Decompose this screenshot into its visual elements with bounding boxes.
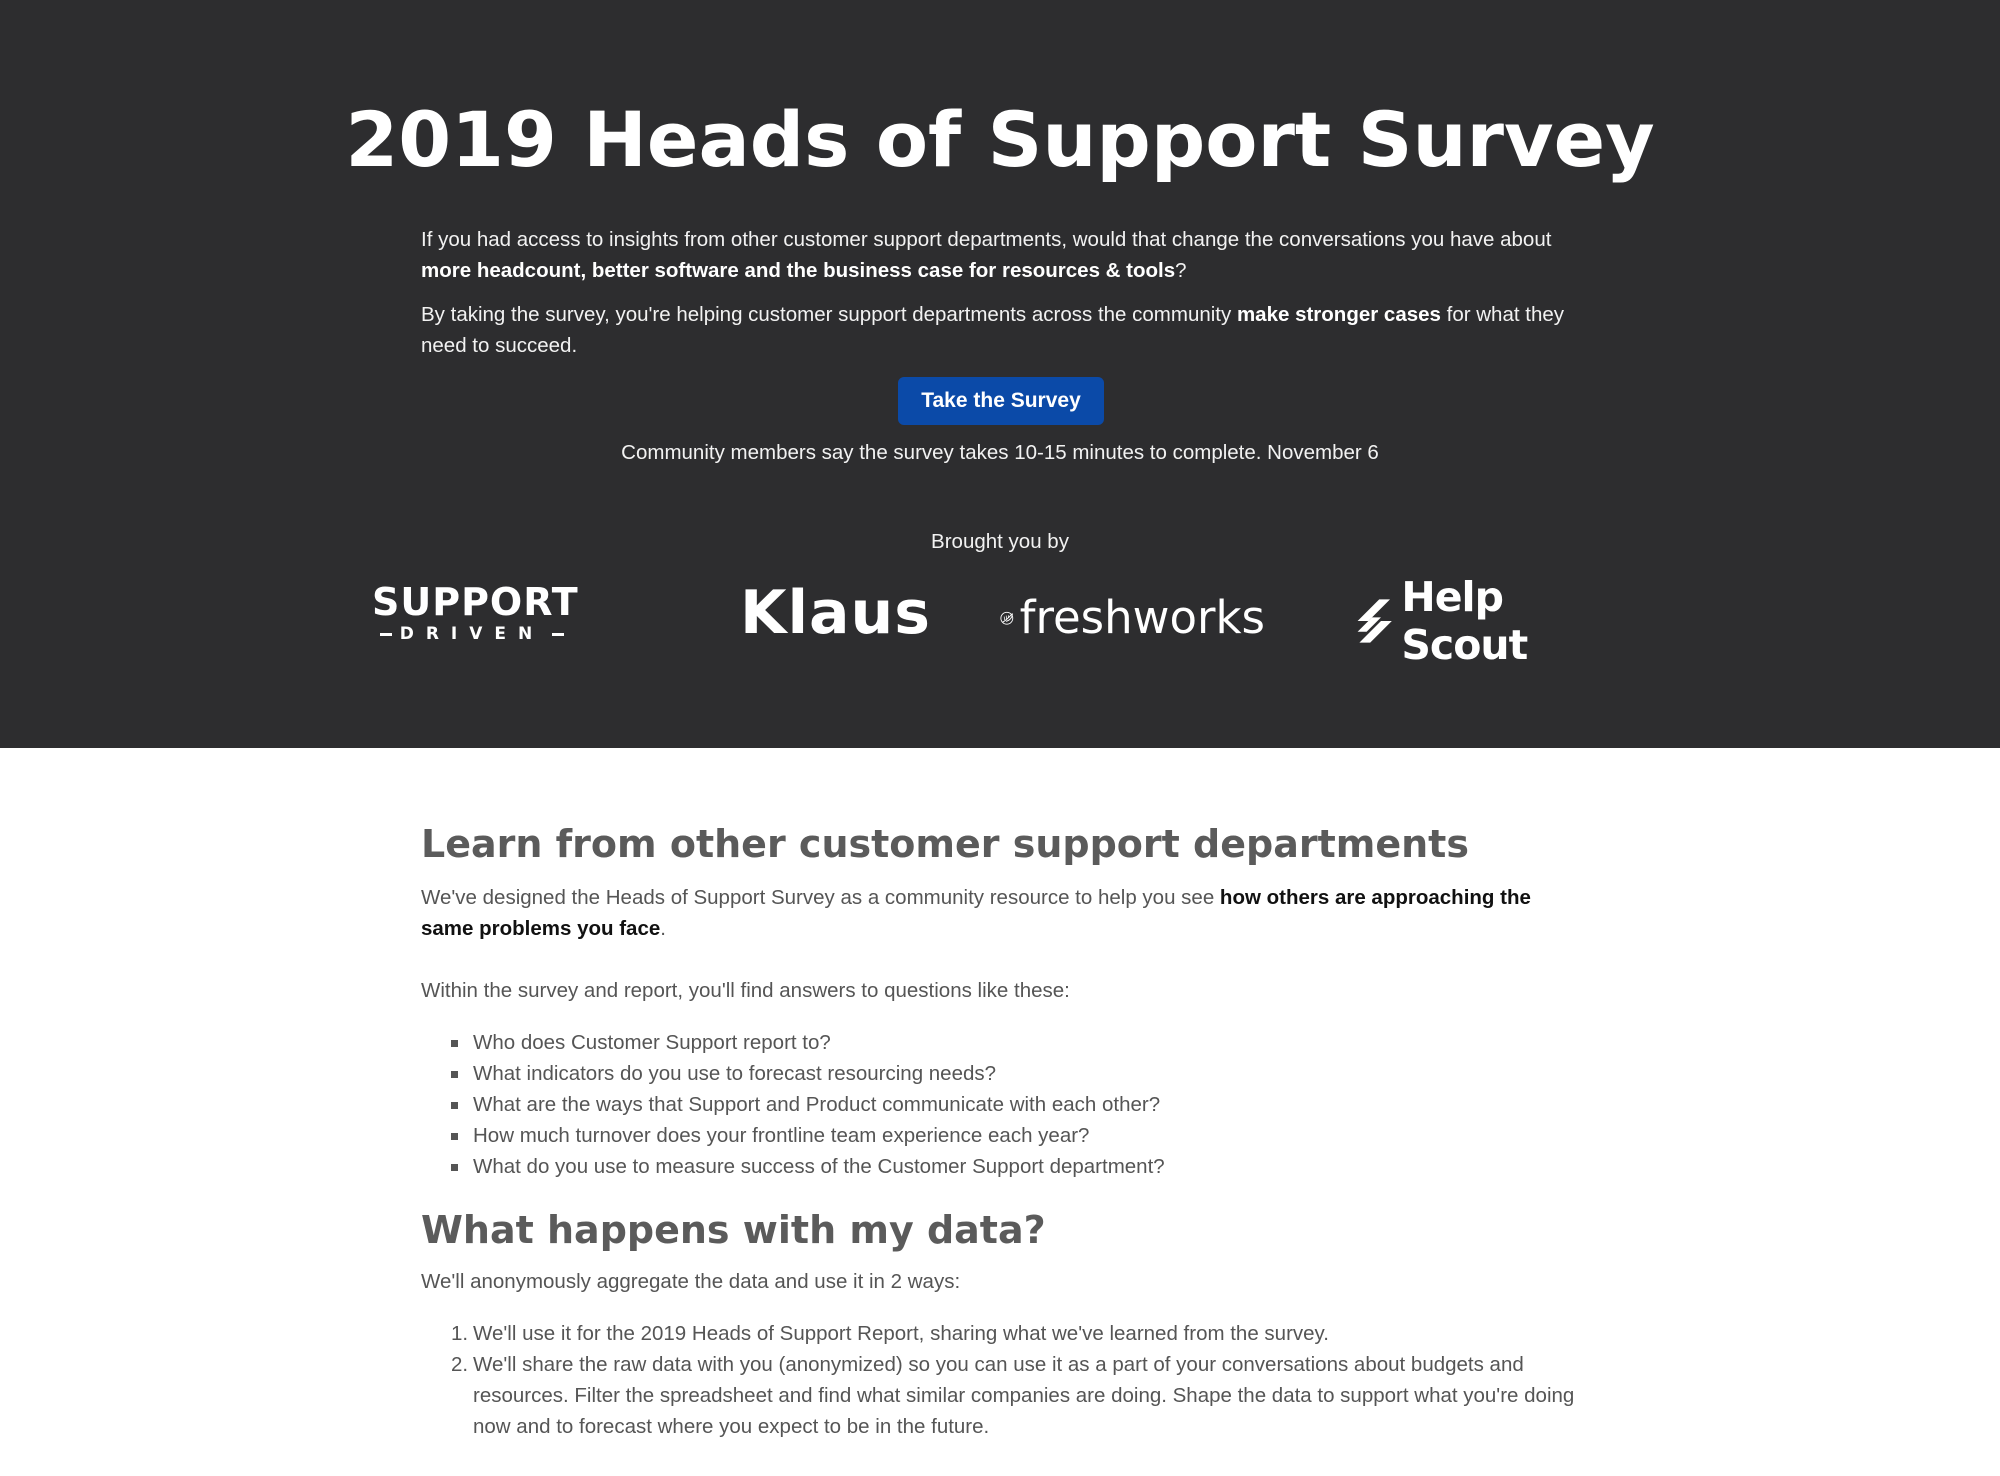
- take-survey-button[interactable]: Take the Survey: [898, 377, 1104, 425]
- freshworks-leaf-icon: [1000, 595, 1014, 641]
- questions-list: [421, 1027, 1586, 1182]
- data-heading: What happens with my data?: [421, 1208, 1046, 1252]
- intro-2-bold: make stronger cases: [1236, 303, 1441, 326]
- list-item: [451, 1318, 1586, 1349]
- list-item: What do you use to measure success of the Customer Support department?: [451, 1151, 1586, 1182]
- data-usage-list: [421, 1318, 1586, 1442]
- intro-paragraph-2: [421, 299, 1581, 361]
- list-item: [451, 1349, 1586, 1442]
- page-title: 2019 Heads of Support Survey: [345, 95, 1655, 184]
- support-driven-logo[interactable]: [372, 580, 579, 645]
- list-text: We'll share the raw data with you (anonymized) so you can use it as a part of your conversations about budgets and resources. Filter the spreadsheet and find what similar companies are doing. Shape the data to support what you're doing now and to forecast where you expect to be in the future.: [473, 1353, 1575, 1438]
- list-item: How much turnover does your frontline team experience each year?: [451, 1120, 1586, 1151]
- help-scout-slash-icon: [1354, 595, 1395, 647]
- intro-1-bold: more headcount, better software and the business case for resources & tools: [421, 259, 1176, 282]
- list-item: What indicators do you use to forecast resourcing needs?: [451, 1058, 1586, 1089]
- list-number: 2.: [451, 1353, 469, 1376]
- main-content: [421, 820, 1586, 1442]
- logo-dash-left: [380, 633, 392, 636]
- help-scout-logo[interactable]: [1354, 573, 1618, 669]
- learn-p1-text: We've designed the Heads of Support Survey as a community resource to help you see: [421, 886, 1220, 909]
- survey-duration-note: Community members say the survey takes 10-15 minutes to complete. November 6: [621, 441, 1379, 464]
- hero-intro: [421, 224, 1581, 374]
- list-number: 1.: [451, 1322, 469, 1345]
- list-text: We'll use it for the 2019 Heads of Support Report, sharing what we've learned from the survey.: [473, 1322, 1329, 1345]
- intro-paragraph-1: [421, 224, 1581, 286]
- help-scout-wordmark: Help Scout: [1401, 573, 1528, 669]
- intro-2-end: for what they need to succeed.: [421, 303, 1564, 357]
- freshworks-logo[interactable]: [1000, 588, 1265, 648]
- brought-by-label: Brought you by: [931, 530, 1069, 553]
- freshworks-wordmark: freshworks: [1019, 591, 1265, 644]
- support-driven-logo-top: SUPPORT: [372, 580, 579, 624]
- learn-paragraph: [421, 882, 1586, 944]
- data-intro: We'll anonymously aggregate the data and use it in 2 ways:: [421, 1270, 961, 1293]
- questions-intro: Within the survey and report, you'll find answers to questions like these:: [421, 979, 1070, 1002]
- klaus-logo[interactable]: Klaus: [740, 578, 931, 648]
- intro-1-text: If you had access to insights from other customer support departments, would that change the conversations you have about: [421, 228, 1552, 251]
- logo-dash-right: [552, 633, 564, 636]
- learn-p1-bold: how others are approaching the same problems you face: [421, 886, 1531, 940]
- support-driven-logo-bottom: DRIVEN: [399, 624, 545, 644]
- list-item: What are the ways that Support and Product communicate with each other?: [451, 1089, 1586, 1120]
- list-item: Who does Customer Support report to?: [451, 1027, 1586, 1058]
- intro-1-end: ?: [1175, 259, 1187, 282]
- support-driven-logo-bottom-row: [372, 623, 572, 645]
- learn-heading: Learn from other customer support departments: [421, 822, 1469, 866]
- learn-p1-end: .: [660, 917, 666, 940]
- intro-2-text: By taking the survey, you're helping customer support departments across the community: [421, 303, 1237, 326]
